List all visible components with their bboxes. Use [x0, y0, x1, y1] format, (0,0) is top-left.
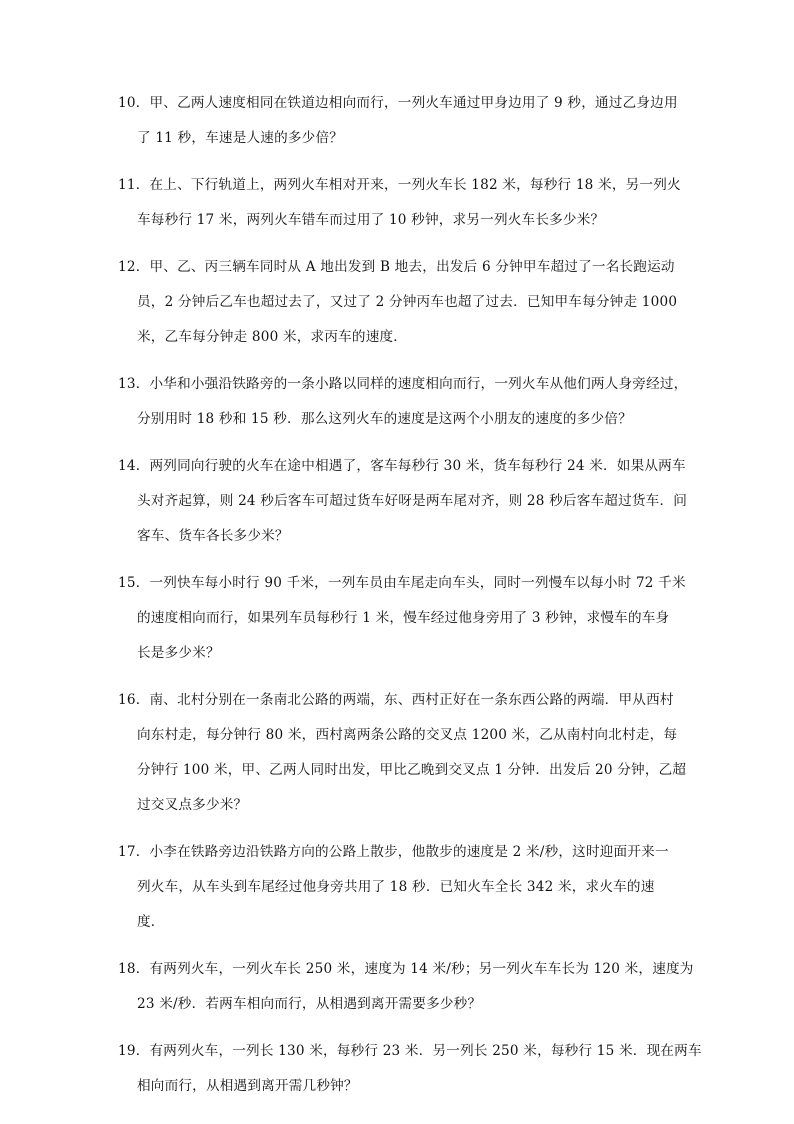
problem-line: 23 米/秒．若两车相向而行，从相遇到离开需要多少秒？: [137, 996, 482, 1012]
problem-line: 的速度相向而行，如果列车员每秒行 1 米，慢车经过他身旁用了 3 秒钟，求慢车的车身: [137, 610, 670, 626]
problem-line: 分别用时 18 秒和 15 秒．那么这列火车的速度是这两个小朋友的速度的多少倍？: [137, 411, 632, 427]
problem-line: 米，乙车每分钟走 800 米，求丙车的速度．: [137, 329, 408, 345]
problem-13: [118, 375, 688, 428]
problem-line: 头对齐起算，则 24 秒后客车可超过货车好呀是两车尾对齐，则 28 秒后客车超过货车．问: [137, 493, 688, 509]
problem-10: [118, 94, 684, 147]
problem-line: 相向而行，从相遇到离开需几秒钟？: [137, 1078, 358, 1094]
problem-line: 19．有两列火车，一列长 130 米，每秒行 23 米．另一列长 250 米，每秒行 15 米．现在两车: [118, 1043, 702, 1059]
problem-line: 了 11 秒，车速是人速的多少倍？: [137, 130, 344, 146]
problem-line: 列火车，从车头到车尾经过他身旁共用了 18 秒．已知火车全长 342 米，求火车的速: [137, 879, 655, 895]
problem-line: 16．南、北村分别在一条南北公路的两端，东、西村正好在一条东西公路的两端．甲从西村: [118, 692, 674, 708]
problem-17: [118, 843, 684, 931]
problem-line: 员，2 分钟后乙车也超过去了，又过了 2 分钟丙车也超了过去．已知甲车每分钟走 1000: [137, 294, 678, 310]
problem-line: 客车、货车各长多少米？: [137, 528, 289, 544]
problem-11: [118, 176, 684, 229]
problem-line: 15．一列快车每小时行 90 千米，一列车员由车尾走向车头，同时一列慢车以每小时 72 千米: [118, 575, 686, 591]
problem-line: 11．在上、下行轨道上，两列火车相对开来，一列火车长 182 米，每秒行 18 米，另一列火: [118, 177, 681, 193]
problem-line: 13．小华和小强沿铁路旁的一条小路以同样的速度相向而行，一列火车从他们两人身旁经过，: [118, 376, 688, 392]
problem-line: 12．甲、乙、丙三辆车同时从 A 地出发到 B 地去，出发后 6 分钟甲车超过了一名长跑运动: [118, 259, 675, 275]
problem-line: 度．: [137, 914, 165, 930]
problem-line: 10．甲、乙两人速度相同在铁道边相向而行，一列火车通过甲身边用了 9 秒，通过乙身边用: [118, 95, 678, 111]
problem-line: 车每秒行 17 米，两列火车错车而过用了 10 秒钟，求另一列火车长多少米？: [137, 212, 605, 228]
problem-line: 向东村走，每分钟行 80 米，西村离两条公路的交叉点 1200 米，乙从南村向北村走，每: [137, 727, 678, 743]
problem-line: 17．小李在铁路旁边沿铁路方向的公路上散步，他散步的速度是 2 米/秒，这时迎面开来一: [118, 844, 669, 860]
problem-line: 过交叉点多少米？: [137, 797, 248, 813]
problem-line: 14．两列同向行驶的火车在途中相遇了，客车每秒行 30 米，货车每秒行 24 米．如果从两车: [118, 458, 686, 474]
problem-list: [118, 94, 702, 1124]
problem-19: [118, 1042, 702, 1095]
problem-16: [118, 691, 687, 814]
problem-line: 长是多少米？: [137, 645, 220, 661]
problem-14: [118, 457, 688, 545]
problem-15: [118, 574, 684, 662]
problem-line: 分钟行 100 米，甲、乙两人同时出发，甲比乙晚到交叉点 1 分钟．出发后 20 分钟，乙超: [137, 762, 687, 778]
problem-12: [118, 258, 684, 346]
problem-18: [118, 960, 694, 1013]
problem-line: 18．有两列火车，一列火车长 250 米，速度为 14 米/秒；另一列火车车长为 120 米，速度为: [118, 961, 694, 977]
